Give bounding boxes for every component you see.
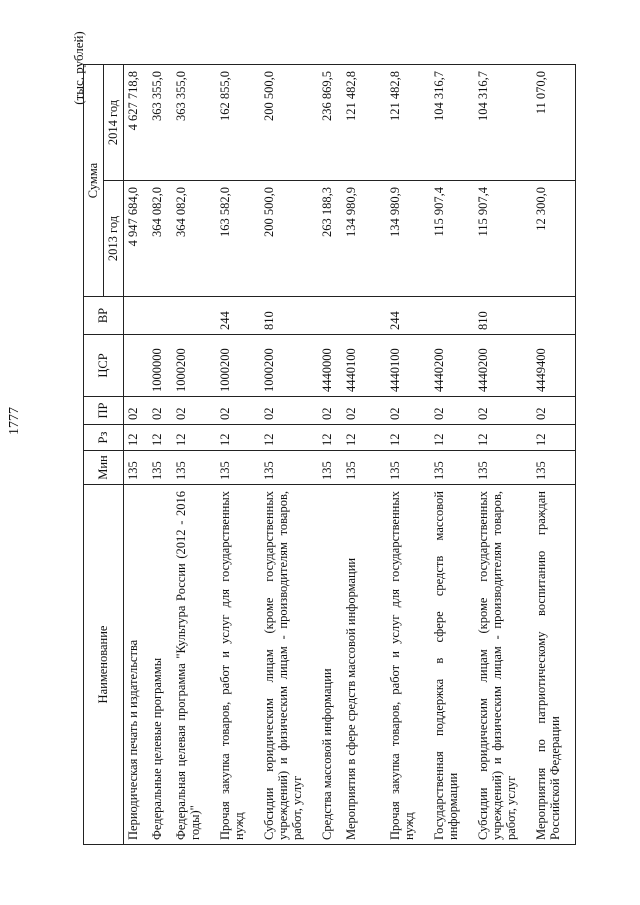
cell-pr: 02	[124, 397, 148, 425]
cell-name: Средства массовой информации	[318, 485, 342, 845]
cell-name: Федеральная целевая программа "Культура России (2012 - 2016 годы)"	[172, 485, 216, 845]
cell-csr: 4440200	[474, 335, 532, 397]
cell-name: Субсидии юридическим лицам (кроме государственных учреждений) и физическим лицам - производителям товаров, работ, услуг	[260, 485, 318, 845]
cell-vr: 244	[386, 297, 430, 335]
cell-name: Прочая закупка товаров, работ и услуг для государственных нужд	[216, 485, 260, 845]
page-number: 1777	[7, 407, 22, 435]
cell-vr: 244	[216, 297, 260, 335]
table-row	[148, 65, 172, 845]
cell-csr: 4440000	[318, 335, 342, 397]
header-min: Мин	[84, 451, 124, 485]
cell-pr: 02	[342, 397, 386, 425]
cell-pr: 02	[216, 397, 260, 425]
table-row	[260, 65, 318, 845]
cell-2014: 121 482,8	[386, 65, 430, 181]
header-vr: ВР	[84, 297, 124, 335]
cell-name: Субсидии юридическим лицам (кроме государственных учреждений) и физическим лицам - производителям товаров, работ, услуг	[474, 485, 532, 845]
cell-vr	[124, 297, 148, 335]
cell-2013: 115 907,4	[430, 181, 474, 297]
cell-2013: 364 082,0	[148, 181, 172, 297]
cell-min: 135	[124, 451, 148, 485]
units-label: (тыс. рублей)	[71, 31, 87, 105]
header-2013: 2013 год	[104, 181, 124, 297]
table-row	[532, 65, 576, 845]
cell-csr: 4449400	[532, 335, 576, 397]
cell-2013: 134 980,9	[342, 181, 386, 297]
table-row	[216, 65, 260, 845]
header-2014: 2014 год	[104, 65, 124, 181]
cell-csr: 1000200	[172, 335, 216, 397]
cell-csr: 1000000	[148, 335, 172, 397]
cell-vr	[532, 297, 576, 335]
cell-rz: 12	[342, 425, 386, 451]
table-row	[318, 65, 342, 845]
cell-vr	[342, 297, 386, 335]
cell-rz: 12	[124, 425, 148, 451]
cell-name: Государственная поддержка в сфере средств массовой информации	[430, 485, 474, 845]
cell-csr: 4440100	[342, 335, 386, 397]
cell-min: 135	[260, 451, 318, 485]
cell-min: 135	[172, 451, 216, 485]
cell-vr	[430, 297, 474, 335]
cell-rz: 12	[474, 425, 532, 451]
cell-2014: 200 500,0	[260, 65, 318, 181]
cell-pr: 02	[148, 397, 172, 425]
cell-pr: 02	[260, 397, 318, 425]
cell-csr	[124, 335, 148, 397]
cell-vr	[318, 297, 342, 335]
cell-vr	[148, 297, 172, 335]
cell-vr: 810	[260, 297, 318, 335]
budget-table-container	[83, 65, 573, 845]
cell-name: Мероприятия в сфере средств массовой информации	[342, 485, 386, 845]
cell-pr: 02	[172, 397, 216, 425]
cell-min: 135	[318, 451, 342, 485]
cell-min: 135	[148, 451, 172, 485]
cell-rz: 12	[532, 425, 576, 451]
cell-pr: 02	[386, 397, 430, 425]
cell-rz: 12	[148, 425, 172, 451]
header-pr: ПР	[84, 397, 124, 425]
cell-rz: 12	[260, 425, 318, 451]
cell-2013: 12 300,0	[532, 181, 576, 297]
cell-2014: 104 316,7	[474, 65, 532, 181]
cell-csr: 1000200	[260, 335, 318, 397]
cell-vr	[172, 297, 216, 335]
cell-2014: 363 355,0	[172, 65, 216, 181]
cell-2014: 236 869,5	[318, 65, 342, 181]
cell-name: Мероприятия по патриотическому воспитанию граждан Российской Федерации	[532, 485, 576, 845]
cell-csr: 1000200	[216, 335, 260, 397]
cell-min: 135	[342, 451, 386, 485]
table-row	[386, 65, 430, 845]
header-csr: ЦСР	[84, 335, 124, 397]
cell-vr: 810	[474, 297, 532, 335]
table-row	[342, 65, 386, 845]
cell-pr: 02	[532, 397, 576, 425]
cell-rz: 12	[386, 425, 430, 451]
cell-csr: 4440100	[386, 335, 430, 397]
table-row	[124, 65, 148, 845]
cell-2014: 121 482,8	[342, 65, 386, 181]
cell-2013: 200 500,0	[260, 181, 318, 297]
cell-rz: 12	[216, 425, 260, 451]
cell-2013: 4 947 684,0	[124, 181, 148, 297]
cell-2013: 263 188,3	[318, 181, 342, 297]
cell-2014: 4 627 718,8	[124, 65, 148, 181]
header-sum: Сумма	[84, 65, 104, 297]
header-name: Наименование	[84, 485, 124, 845]
cell-min: 135	[430, 451, 474, 485]
cell-rz: 12	[318, 425, 342, 451]
cell-2014: 104 316,7	[430, 65, 474, 181]
cell-2014: 363 355,0	[148, 65, 172, 181]
table-row	[172, 65, 216, 845]
cell-rz: 12	[430, 425, 474, 451]
cell-min: 135	[532, 451, 576, 485]
cell-name: Прочая закупка товаров, работ и услуг для государственных нужд	[386, 485, 430, 845]
cell-2013: 364 082,0	[172, 181, 216, 297]
cell-csr: 4440200	[430, 335, 474, 397]
cell-min: 135	[216, 451, 260, 485]
budget-table	[83, 64, 576, 845]
cell-2013: 134 980,9	[386, 181, 430, 297]
cell-pr: 02	[430, 397, 474, 425]
header-rz: Рз	[84, 425, 124, 451]
cell-2013: 115 907,4	[474, 181, 532, 297]
cell-rz: 12	[172, 425, 216, 451]
cell-name: Федеральные целевые программы	[148, 485, 172, 845]
cell-pr: 02	[318, 397, 342, 425]
cell-min: 135	[474, 451, 532, 485]
cell-2014: 162 855,0	[216, 65, 260, 181]
cell-pr: 02	[474, 397, 532, 425]
cell-min: 135	[386, 451, 430, 485]
cell-2013: 163 582,0	[216, 181, 260, 297]
cell-name: Периодическая печать и издательства	[124, 485, 148, 845]
table-row	[430, 65, 474, 845]
table-row	[474, 65, 532, 845]
cell-2014: 11 070,0	[532, 65, 576, 181]
